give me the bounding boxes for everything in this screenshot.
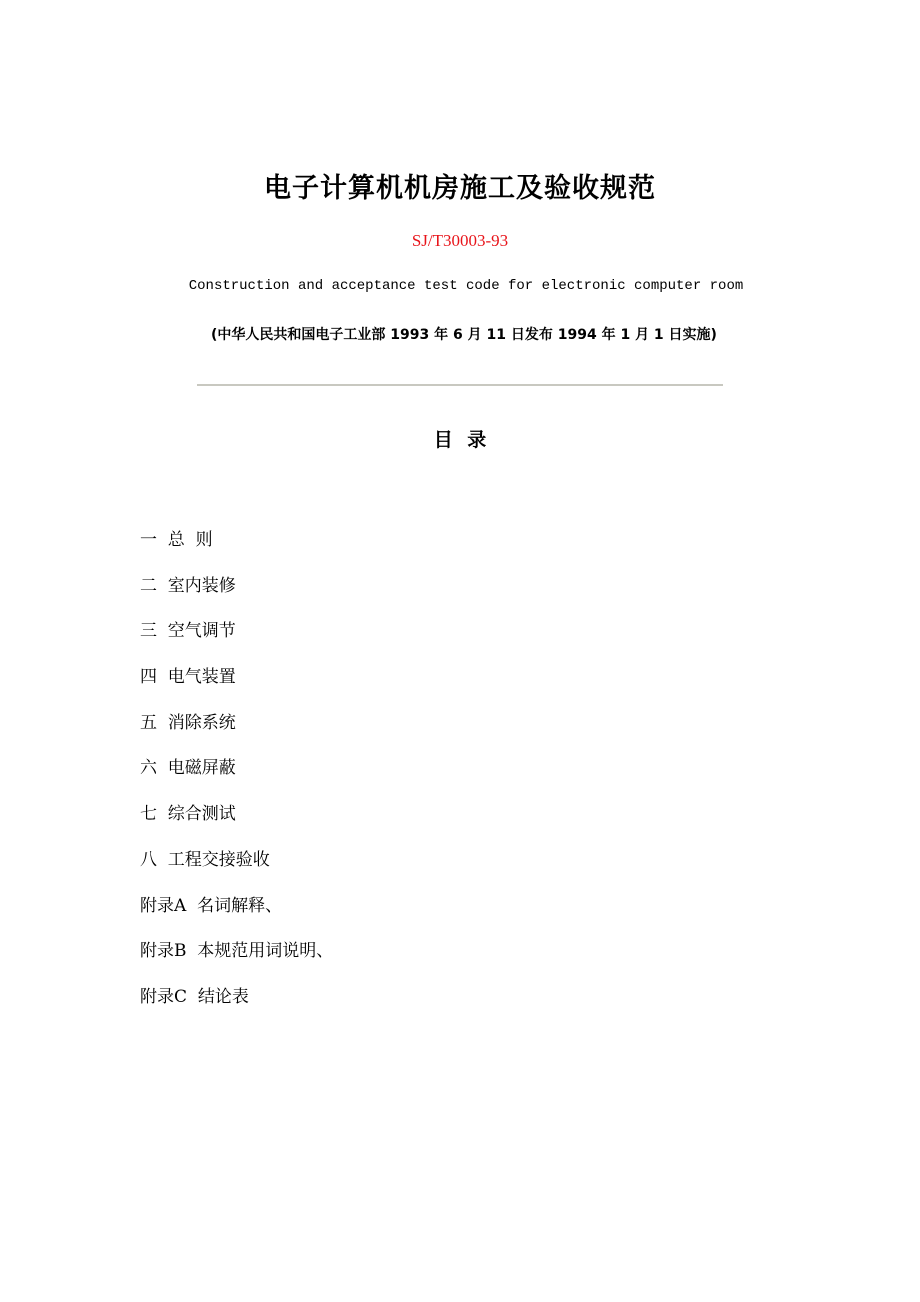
toc-item: 附录B 本规范用词说明、 bbox=[140, 941, 334, 962]
toc-item: 七 综合测试 bbox=[140, 804, 236, 825]
toc-item: 附录C 结论表 bbox=[140, 986, 249, 1007]
toc-item: 一 总 则 bbox=[140, 530, 213, 550]
document-title: 电子计算机机房施工及验收规范 bbox=[264, 173, 656, 204]
toc-item: 四 电气装置 bbox=[140, 667, 236, 688]
toc-heading: 目 录 bbox=[433, 429, 487, 451]
english-title: Construction and acceptance test code for electronic computer room bbox=[188, 278, 744, 294]
toc-item: 三 空气调节 bbox=[140, 621, 236, 642]
table-of-contents bbox=[140, 529, 333, 1032]
standard-code: SJ/T30003-93 bbox=[411, 231, 509, 250]
horizontal-divider bbox=[197, 384, 723, 386]
toc-item: 六 电磁屏蔽 bbox=[140, 758, 236, 779]
toc-item: 八 工程交接验收 bbox=[140, 849, 270, 870]
publication-info: (中华人民共和国电子工业部 1993 年 6 月 11 日发布 1994 年 1 月 1 日实施) bbox=[211, 327, 717, 343]
toc-item: 附录A 名词解释、 bbox=[140, 895, 283, 916]
toc-item: 五 消除系统 bbox=[140, 712, 236, 733]
toc-item: 二 室内装修 bbox=[140, 575, 236, 596]
